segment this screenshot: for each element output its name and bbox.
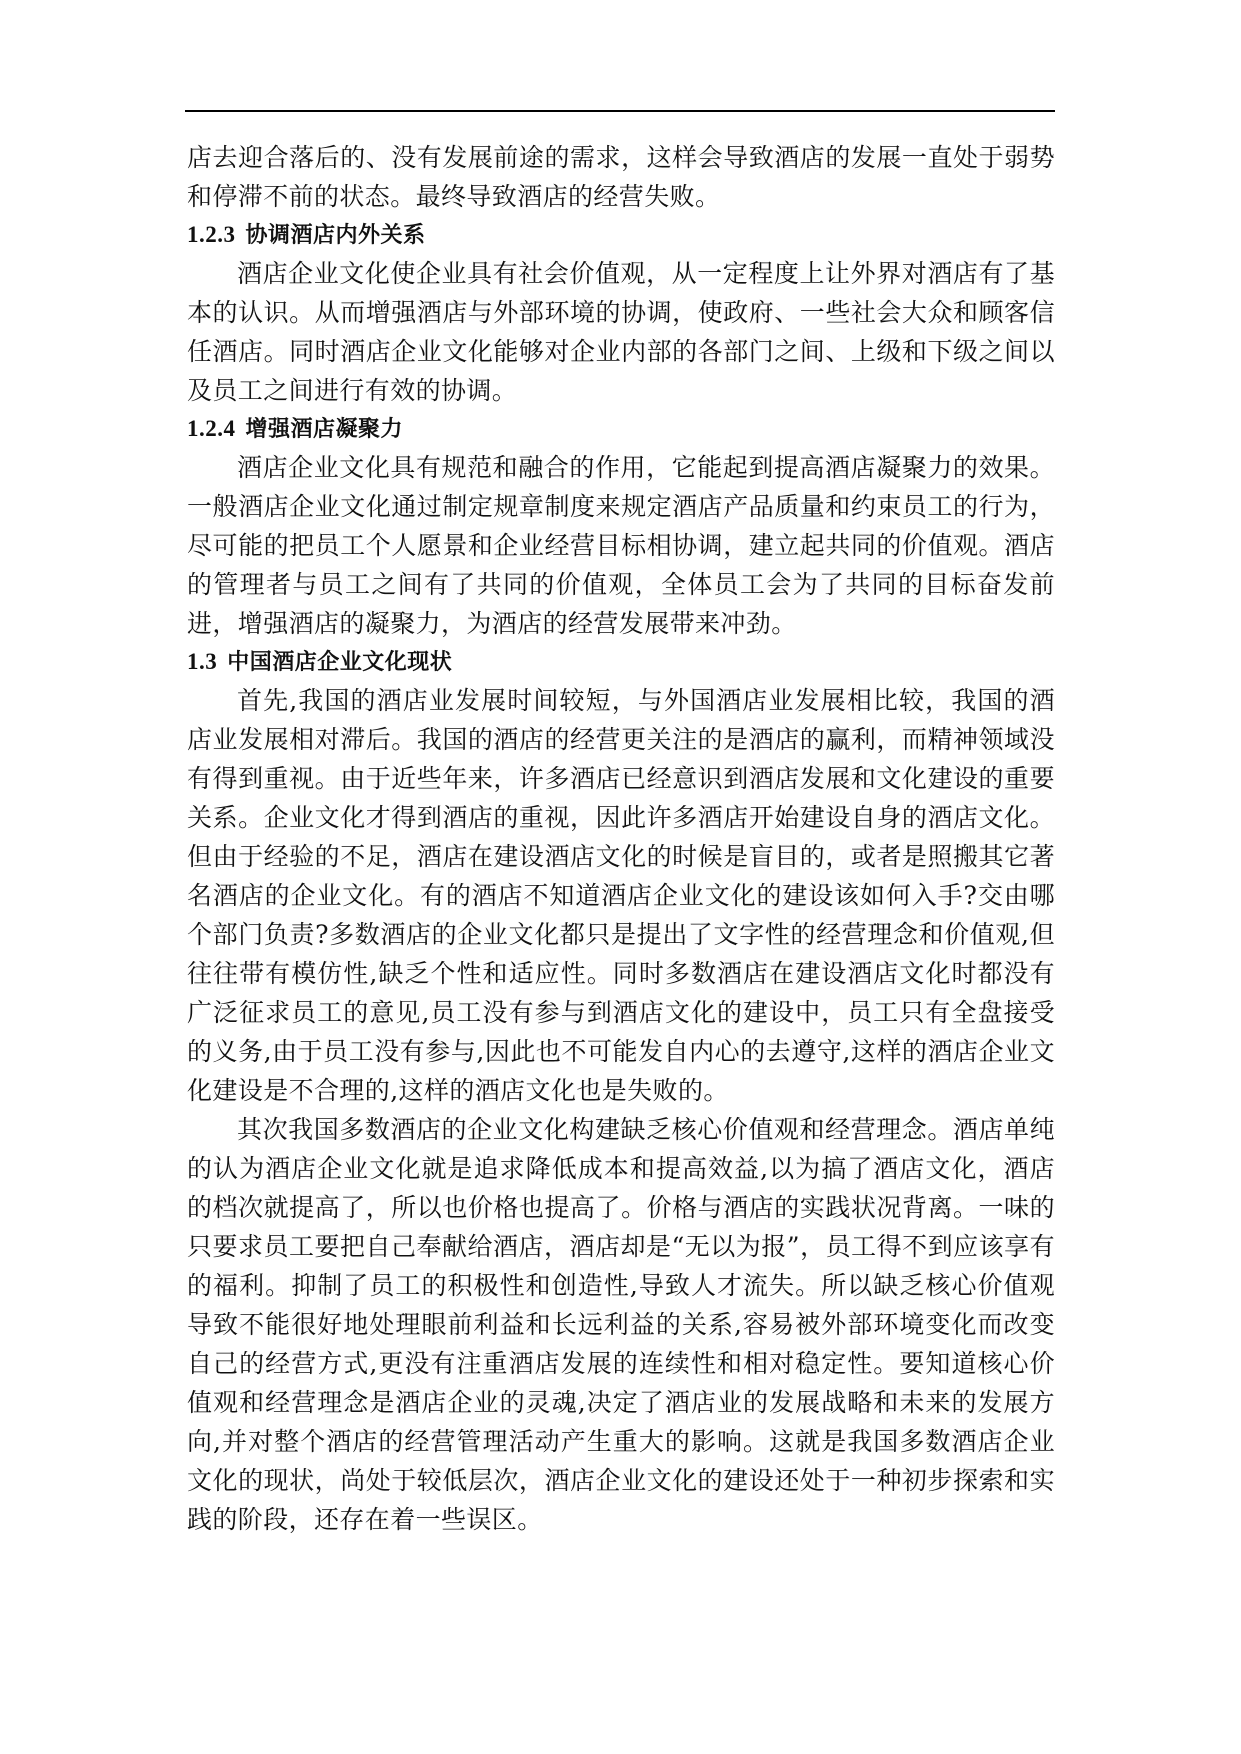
section-heading-1-2-4 <box>187 410 1055 448</box>
section-heading-1-3 <box>187 643 1055 681</box>
section-number: 1.3 <box>187 649 218 674</box>
section-number: 1.2.4 <box>187 416 236 441</box>
section-title: 增强酒店凝聚力 <box>245 416 404 442</box>
document-body <box>187 138 1055 1539</box>
header-rule <box>185 110 1055 112</box>
section-title: 中国酒店企业文化现状 <box>227 649 453 675</box>
section-title: 协调酒店内外关系 <box>245 222 426 248</box>
section-heading-1-2-3 <box>187 216 1055 254</box>
section-number: 1.2.3 <box>187 222 236 247</box>
section-paragraph: 酒店企业文化具有规范和融合的作用，它能起到提高酒店凝聚力的效果。一般酒店企业文化通过制定规章制度来规定酒店产品质量和约束员工的行为，尽可能的把员工个人愿景和企业经营目标相协调，建立起共同的价值观。酒店的管理者与员工之间有了共同的价值观，全体员工会为了共同的目标奋发前进，增强酒店的凝聚力，为酒店的经营发展带来冲劲。 <box>187 453 1055 638</box>
section-paragraph: 其次我国多数酒店的企业文化构建缺乏核心价值观和经营理念。酒店单纯的认为酒店企业文化就是追求降低成本和提高效益,以为搞了酒店文化，酒店的档次就提高了，所以也价格也提高了。价格与酒店的实践状况背离。一味的只要求员工要把自己奉献给酒店，酒店却是“无以为报”，员工得不到应该享有的福利。抑制了员工的积极性和创造性,导致人才流失。所以缺乏核心价值观导致不能很好地处理眼前利益和长远利益的关系,容易被外部环境变化而改变自己的经营方式,更没有注重酒店发展的连续性和相对稳定性。要知道核心价值观和经营理念是酒店企业的灵魂,决定了酒店业的发展战略和未来的发展方向,并对整个酒店的经营管理活动产生重大的影响。这就是我国多数酒店企业文化的现状，尚处于较低层次，酒店企业文化的建设还处于一种初步探索和实践的阶段，还存在着一些误区。 <box>187 1115 1055 1534</box>
section-paragraph: 首先,我国的酒店业发展时间较短，与外国酒店业发展相比较，我国的酒店业发展相对滞后。我国的酒店的经营更关注的是酒店的赢利，而精神领域没有得到重视。由于近些年来，许多酒店已经意识到酒店发展和文化建设的重要关系。企业文化才得到酒店的重视，因此许多酒店开始建设自身的酒店文化。但由于经验的不足，酒店在建设酒店文化的时候是盲目的，或者是照搬其它著名酒店的企业文化。有的酒店不知道酒店企业文化的建设该如何入手?交由哪个部门负责?多数酒店的企业文化都只是提出了文字性的经营理念和价值观,但往往带有模仿性,缺乏个性和适应性。同时多数酒店在建设酒店文化时都没有广泛征求员工的意见,员工没有参与到酒店文化的建设中，员工只有全盘接受的义务,由于员工没有参与,因此也不可能发自内心的去遵守,这样的酒店企业文化建设是不合理的,这样的酒店文化也是失败的。 <box>187 686 1055 1105</box>
continuation-paragraph: 店去迎合落后的、没有发展前途的需求，这样会导致酒店的发展一直处于弱势和停滞不前的状态。最终导致酒店的经营失败。 <box>187 143 1055 211</box>
section-paragraph: 酒店企业文化使企业具有社会价值观，从一定程度上让外界对酒店有了基本的认识。从而增强酒店与外部环境的协调，使政府、一些社会大众和顾客信任酒店。同时酒店企业文化能够对企业内部的各部门之间、上级和下级之间以及员工之间进行有效的协调。 <box>187 259 1055 405</box>
